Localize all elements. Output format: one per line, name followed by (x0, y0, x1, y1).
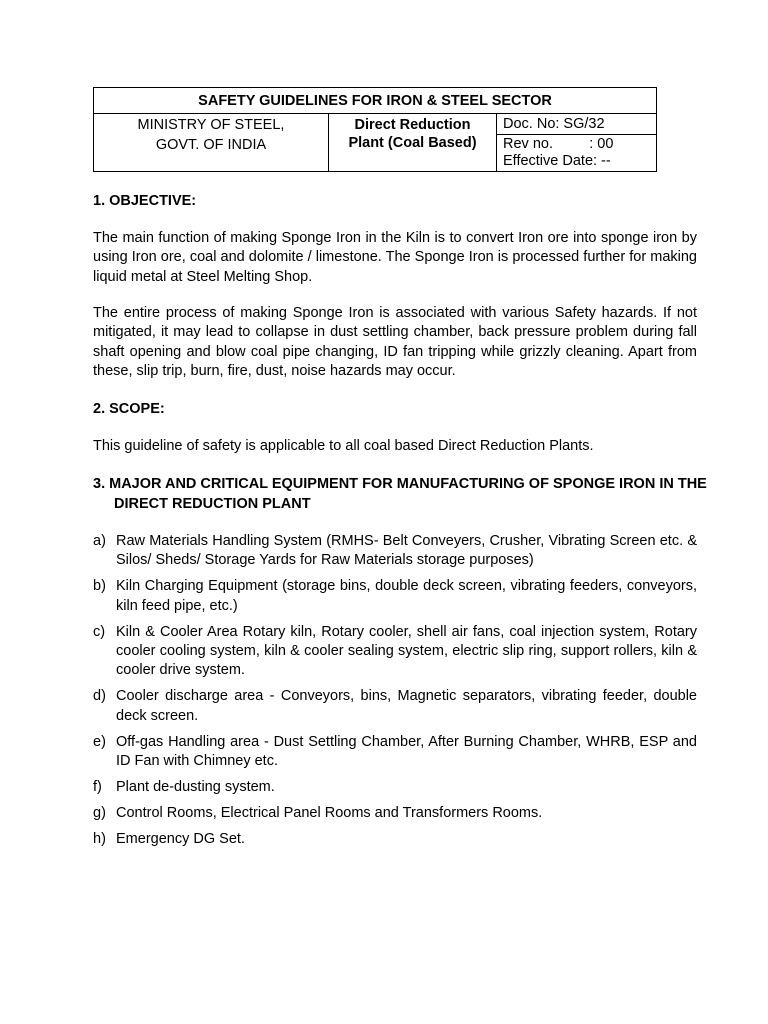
list-marker: c) (93, 623, 106, 640)
section-heading-objective: 1. OBJECTIVE: (93, 193, 197, 209)
list-item-text: Plant de-dusting system. (116, 779, 275, 796)
effective-date: Effective Date: -- (503, 153, 611, 169)
revision-number: Rev no. : 00 (503, 136, 614, 152)
objective-paragraph-1: The main function of making Sponge Iron in the Kiln is to convert Iron ore into sponge iron by using Iron ore, coal and dolomite / limestone. The Sponge Iron is processed further for making liquid metal at Steel Melting Shop. (93, 230, 697, 285)
list-item-text: Raw Materials Handling System (RMHS- Belt Conveyers, Crusher, Vibrating Screen etc. & Silos/ Sheds/ Storage Yards for Raw Materials storage purposes) (116, 533, 697, 569)
section-heading-scope: 2. SCOPE: (93, 401, 165, 417)
list-item-text: Cooler discharge area - Conveyors, bins, Magnetic separators, vibrating feeder, double deck screen. (116, 688, 697, 724)
revision-cell (497, 135, 657, 172)
list-item (93, 687, 697, 726)
list-item (93, 778, 697, 797)
list-marker: a) (93, 533, 106, 549)
list-item (93, 532, 697, 571)
list-item (93, 830, 697, 849)
list-item-text: Kiln & Cooler Area Rotary kiln, Rotary cooler, shell air fans, coal injection system, Rotary cooler cooling system, kiln & cooler sealing system, electric slip ring, support rollers, kiln & cooler drive system. (116, 623, 697, 679)
list-marker: h) (93, 831, 106, 848)
document-header-table (93, 87, 657, 172)
objective-paragraph-2: The entire process of making Sponge Iron is associated with various Safety hazards. If not mitigated, it may lead to collapse in dust settling chamber, back pressure problem during fall shaft opening and blow coal pipe changing, ID fan tripping while grizzly cleaning. Apart from these, slip trip, burn, fire, dust, noise hazards may occur. (93, 305, 697, 379)
list-item (93, 623, 697, 681)
section-heading-equipment: 3. MAJOR AND CRITICAL EQUIPMENT FOR MANUFACTURING OF SPONGE IRON IN THE DIRECT REDUCTION PLANT (93, 476, 707, 512)
list-item (93, 804, 697, 823)
plant-line-2: Plant (Coal Based) (348, 135, 477, 151)
scope-paragraph: This guideline of safety is applicable to all coal based Direct Reduction Plants. (93, 438, 594, 454)
list-item (93, 733, 697, 772)
list-item (93, 577, 697, 616)
list-marker: d) (93, 688, 106, 705)
plant-type-cell (329, 114, 497, 172)
list-marker: e) (93, 733, 106, 750)
list-marker: g) (93, 805, 106, 822)
list-marker: f) (93, 779, 102, 796)
doc-number: Doc. No: SG/32 (497, 114, 657, 135)
ministry-line-1: MINISTRY OF STEEL, (137, 117, 285, 133)
list-item-text: Emergency DG Set. (116, 831, 245, 848)
ministry-cell (94, 114, 329, 172)
equipment-list (93, 532, 697, 857)
list-marker: b) (93, 578, 106, 595)
list-item-text: Control Rooms, Electrical Panel Rooms and Transformers Rooms. (116, 805, 543, 822)
ministry-line-2: GOVT. OF INDIA (155, 137, 267, 153)
document-title: SAFETY GUIDELINES FOR IRON & STEEL SECTOR (94, 88, 657, 114)
plant-line-1: Direct Reduction (354, 117, 471, 133)
list-item-text: Off-gas Handling area - Dust Settling Chamber, After Burning Chamber, WHRB, ESP and ID Fan with Chimney etc. (116, 733, 697, 770)
list-item-text: Kiln Charging Equipment (storage bins, double deck screen, vibrating feeders, conveyors, kiln feed pipe, etc.) (116, 578, 697, 614)
